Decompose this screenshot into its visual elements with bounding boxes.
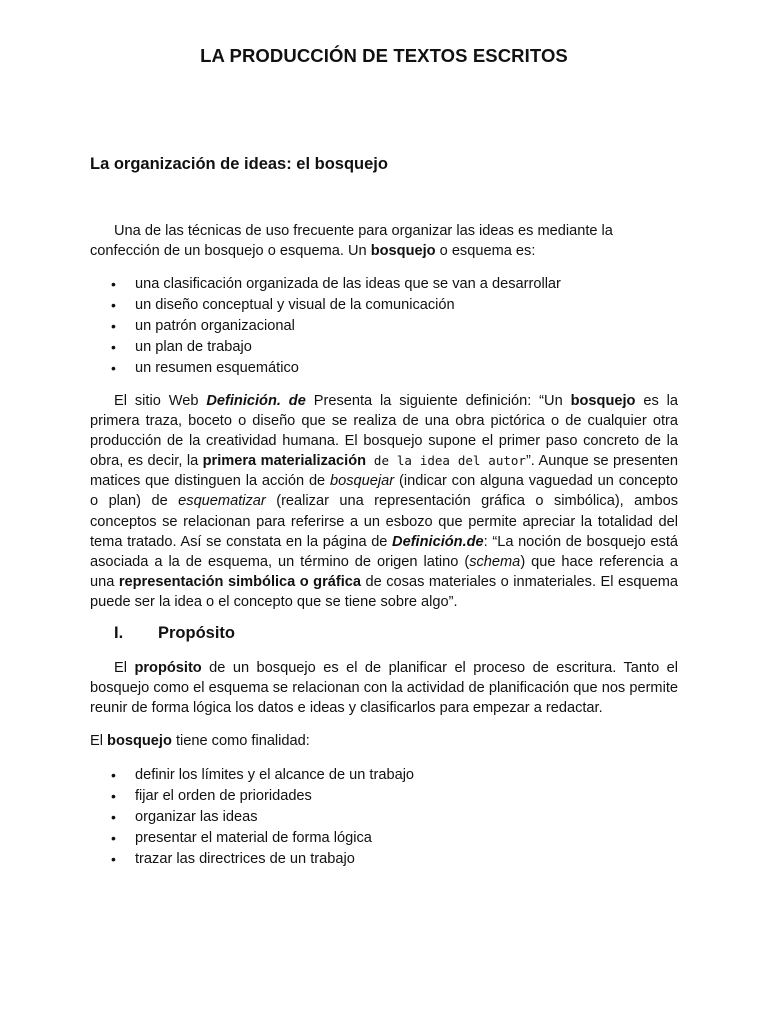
site-name-1: Definición. de xyxy=(206,393,306,409)
def-italic: esquematizar xyxy=(178,493,266,510)
finalidad-paragraph xyxy=(90,731,678,751)
def-italic: schema xyxy=(469,553,521,570)
list-item: • organizar las ideas xyxy=(90,807,678,828)
def-text: es la primera traza, boceto o diseño que se realiza de una obra pictórica o de cualquier otra producción de la creatividad humana. El bosquejo supone el primer paso concreto de la obra, es decir, la xyxy=(90,393,678,470)
purpose-text: de un bosquejo es el de planificar el proceso de escritura. Tanto el bosquejo como el esquema se relacionan con la actividad de planificación que nos permite reunir de forma lógica los datos e ideas y clasificarlos para empezar a redactar. xyxy=(90,660,679,717)
list-item: • un diseño conceptual y visual de la comunicación xyxy=(90,295,678,316)
section-heading-text: Propósito xyxy=(158,624,235,642)
def-bold: bosquejo xyxy=(570,393,636,409)
list-item: • una clasificación organizada de las ideas que se van a desarrollar xyxy=(90,274,678,295)
list-item: • trazar las directrices de un trabajo xyxy=(90,849,678,870)
def-text: El sitio Web xyxy=(114,393,207,409)
intro-text-2: o esquema es: xyxy=(435,243,536,260)
def-bold: primera materialización xyxy=(202,453,367,470)
bosquejo-definition-list xyxy=(90,274,678,379)
list-item: • definir los límites y el alcance de un trabajo xyxy=(90,765,678,786)
section-number: I. xyxy=(114,624,124,642)
def-text: Presenta la siguiente definición: “Un xyxy=(305,393,571,409)
finalidad-text: El xyxy=(90,733,108,749)
def-text: (realizar una representación gráfica o simbólica), ambos conceptos se relacionan para referirse a un esbozo que permite apreciar la totalidad del tema tratado. Así se constata en la página de xyxy=(90,493,678,550)
def-italic: bosquejar xyxy=(330,473,395,490)
list-item: • un resumen esquemático xyxy=(90,358,678,379)
def-text: ) que hace referencia a una xyxy=(90,553,678,590)
purpose-paragraph xyxy=(90,658,678,718)
document-title: LA PRODUCCIÓN DE TEXTOS ESCRITOS xyxy=(200,45,568,66)
finalidad-text: tiene como finalidad: xyxy=(171,733,310,749)
purpose-text: El xyxy=(114,660,135,676)
list-item: • un plan de trabajo xyxy=(90,337,678,358)
list-item: • presentar el material de forma lógica xyxy=(90,828,678,849)
def-text: de cosas materiales o inmateriales. El esquema puede ser la idea o el concepto que se tiene sobre algo”. xyxy=(90,573,678,610)
purpose-bold: propósito xyxy=(134,660,202,676)
section-heading-proposito xyxy=(114,624,235,643)
list-item: • fijar el orden de prioridades xyxy=(90,786,678,807)
intro-bold-bosquejo: bosquejo xyxy=(370,243,436,260)
finalidad-list xyxy=(90,765,678,870)
def-mono-text: de la idea del autor xyxy=(366,453,526,469)
section-title: La organización de ideas: el bosquejo xyxy=(90,155,388,173)
site-name-2: Definición.de xyxy=(392,533,484,550)
intro-paragraph xyxy=(90,221,678,261)
definition-paragraph xyxy=(90,391,678,612)
def-bold: representación simbólica o gráfica xyxy=(118,573,362,590)
def-text: : “La noción de bosquejo está asociada a la de esquema, un término de origen latino ( xyxy=(90,533,678,570)
def-text: (indicar con alguna vaguedad un concepto o plan) de xyxy=(90,473,678,510)
def-text: ”. Aunque se presenten matices que distinguen la acción de xyxy=(90,453,678,490)
intro-text-1: Una de las técnicas de uso frecuente para organizar las ideas es mediante la confección de un bosquejo o esquema. Un xyxy=(90,223,613,260)
list-item: • un patrón organizacional xyxy=(90,316,678,337)
finalidad-bold: bosquejo xyxy=(107,733,172,749)
